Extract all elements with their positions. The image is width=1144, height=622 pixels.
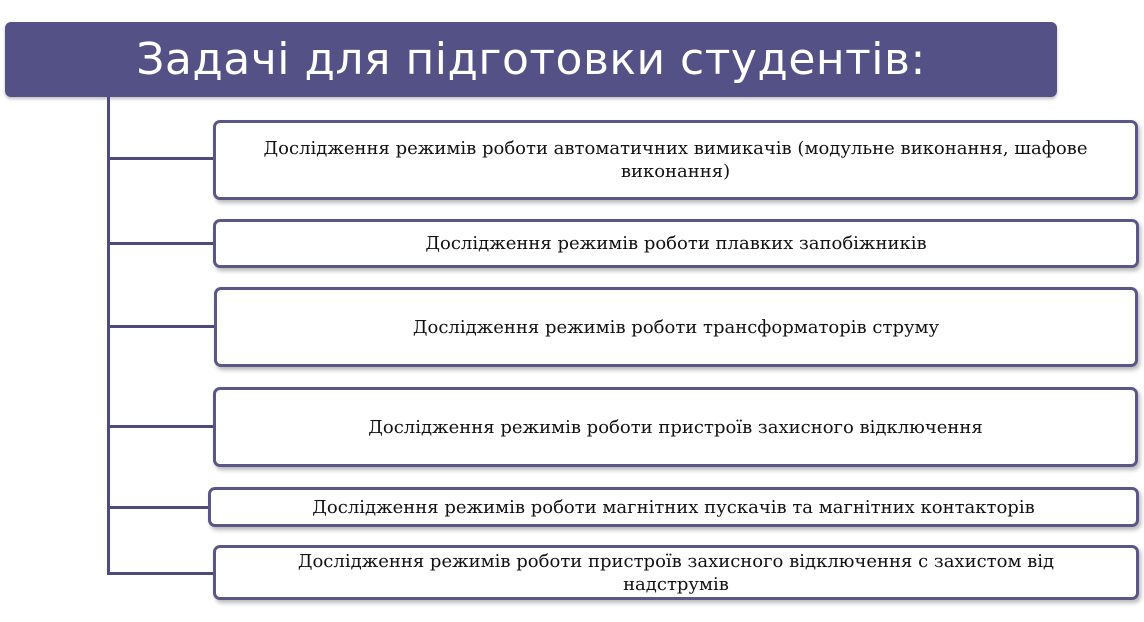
- vertical-connector-line: [107, 97, 110, 575]
- task-text-1: Дослідження режимів роботи автоматичних вимикачів (модульне виконання, шафове виконання): [263, 138, 1088, 182]
- task-box-2: [213, 219, 1139, 268]
- task-box-5: [208, 487, 1139, 527]
- task-text-2: Дослідження режимів роботи плавких запобіжників: [425, 233, 927, 254]
- branch-connector-3: [107, 325, 215, 328]
- branch-connector-6: [107, 572, 215, 575]
- diagram-title: Задачі для підготовки студентів:: [136, 34, 926, 85]
- branch-connector-4: [107, 425, 215, 428]
- branch-connector-2: [107, 242, 215, 245]
- task-box-1: [213, 120, 1138, 200]
- task-box-4: [213, 387, 1138, 467]
- task-box-3: [214, 287, 1138, 367]
- title-banner: [5, 22, 1057, 97]
- branch-connector-5: [107, 506, 210, 509]
- branch-connector-1: [107, 157, 215, 160]
- task-text-5: Дослідження режимів роботи магнітних пускачів та магнітних контакторів: [312, 496, 1035, 518]
- task-text-6: Дослідження режимів роботи пристроїв захисного відключення с захистом від надструмів: [297, 550, 1055, 595]
- task-box-6: [213, 545, 1139, 600]
- task-text-4: Дослідження режимів роботи пристроїв захисного відключення: [368, 416, 983, 438]
- task-text-3: Дослідження режимів роботи трансформаторів струму: [412, 316, 940, 338]
